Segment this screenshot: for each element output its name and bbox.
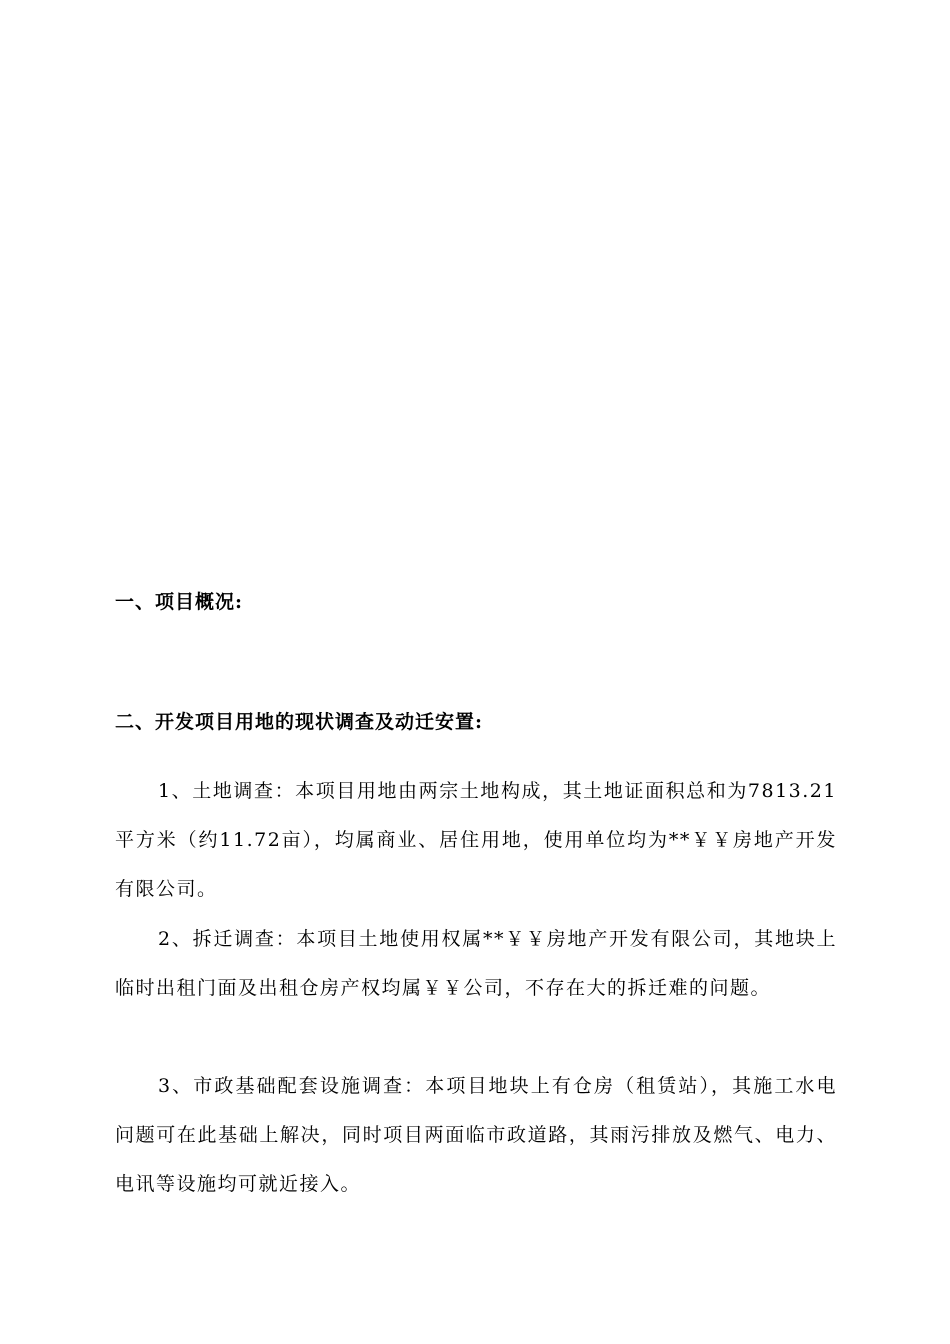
paragraph-demolition-survey: 2、拆迁调查：本项目土地使用权属**￥￥房地产开发有限公司，其地块上临时出租门面及出租仓房产权均属￥￥公司，不存在大的拆迁难的问题。 (115, 928, 837, 999)
paragraph-municipal-facilities: 3、市政基础配套设施调查：本项目地块上有仓房（租赁站），其施工水电问题可在此基础上解决，同时项目两面临市政道路，其雨污排放及燃气、电力、电讯等设施均可就近接入。 (115, 1075, 837, 1195)
section-heading-land-survey: 二、开发项目用地的现状调查及动迁安置: (115, 711, 484, 733)
section-heading-project-overview: 一、项目概况: (115, 591, 244, 613)
paragraph-land-survey: 1、土地调查：本项目用地由两宗土地构成，其土地证面积总和为7813.21平方米（约11.72亩），均属商业、居住用地，使用单位均为**￥￥房地产开发有限公司。 (115, 780, 837, 900)
